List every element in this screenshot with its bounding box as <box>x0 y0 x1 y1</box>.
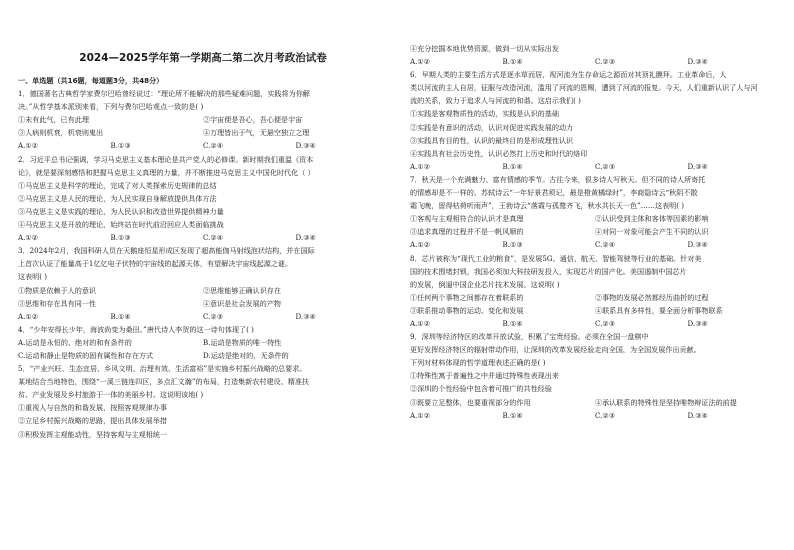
question-line: ④充分挖掘本地优势资源，做到一切从实际出发 <box>410 44 559 53</box>
option-item: ④意识是社会发展的产物 <box>203 298 282 308</box>
question-line: 8．芯片被称为“现代工业的粮食”，是发展5G、通信、航天、智能驾驶等行业的基础。针对美 <box>410 253 702 263</box>
question-line: ④马克思主义是开放的理论，始终站在时代前沿回应人类面临挑战 <box>18 220 224 230</box>
option-item: ②宇宙便是吾心，吾心便是宇宙 <box>203 115 303 125</box>
question-line: ②立足乡村振兴战略的思路，提出具体发展举措 <box>18 416 167 426</box>
option-item: B.①③ <box>110 233 131 243</box>
option-item: C.运动和静止是物质的固有属性和存在方式 <box>18 350 154 360</box>
question-line: 国的技术围堵封锁，我国必须加大科技研发投入，实现芯片的国产化。美国遏制中国芯片 <box>410 266 687 276</box>
left-column <box>18 74 388 441</box>
question-line: 类以河流的主人自居，征服与改造河流，滥用了河流的恩赐，遭到了河流的报复。今天，人们重新认识了人与河 <box>410 83 758 93</box>
option-item: A.①② <box>18 141 39 151</box>
option-item: A.①② <box>18 233 39 243</box>
question-line: 2．习近平总书记强调，学习马克思主义基本理论是共产党人的必修课。新时期我们重温《资本 <box>18 154 314 164</box>
question-line: 3．2024年2月，我国科研人员在天鹅座恒星形成区发现了超高能伽马射线泡状结构，并在国际 <box>18 246 315 256</box>
options-row <box>18 126 388 139</box>
option-item: A.①② <box>410 161 431 171</box>
exam-title: 2024—2025学年第一学期高二第二次月考政治试卷 <box>79 52 327 64</box>
options-row <box>18 231 388 244</box>
question-line: 某地结合当地特色，围绕“一溪三链连四区，多点汇文瀚”的布局，打造集新农村建设、精准扶 <box>18 377 310 387</box>
option-item: A.①② <box>410 410 431 420</box>
left-column-body <box>18 87 388 441</box>
question-line: 这表明( ) <box>18 272 48 282</box>
options-row <box>18 310 388 323</box>
option-item: C.②③ <box>595 57 616 67</box>
options-row <box>410 225 780 238</box>
option-item: A.①② <box>18 311 39 321</box>
option-item: B.①③ <box>110 141 131 151</box>
options-row <box>410 160 780 173</box>
option-item: ③追求真理的过程并不是一帆风顺的 <box>410 227 524 237</box>
option-item: ④对同一对象可能会产生不同的认识 <box>595 227 709 237</box>
question-line: ②深圳的个性经验中包含着可推广的共性经验 <box>410 384 552 394</box>
option-item: ①物质是依赖于人的意识 <box>18 285 97 295</box>
options-row <box>410 304 780 317</box>
option-item: ③既要立足整体，也要重视部分的作用 <box>410 397 531 407</box>
options-row <box>18 113 388 126</box>
option-item: ①客观与主观相符合的认识才是真理 <box>410 214 524 224</box>
option-item: ④万理皆出于气，无悬空独立之理 <box>203 128 310 138</box>
options-row <box>410 212 780 225</box>
question-line: ③马克思主义是实践的理论，为人民认识和改造世界提供精神力量 <box>18 206 224 216</box>
option-item: C.②④ <box>203 141 224 151</box>
section-heading: 一、单选题（共16题，每道题3分，共48分） <box>18 76 164 85</box>
option-item: ③联系推动事物的运动、变化和发展 <box>410 305 524 315</box>
question-line: ④实践具有社会历史性，认识必然打上历史和时代的烙印 <box>410 148 588 158</box>
question-line: 7．秋天是一个充满魅力、富有情感的季节。古往今来，很多诗人写秋天。但不同的诗人所寄托 <box>410 174 706 184</box>
option-item: D.③④ <box>295 311 316 321</box>
option-item: D.运动是绝对的，无条件的 <box>203 350 289 360</box>
option-item: C.②④ <box>595 240 616 250</box>
options-row <box>18 297 388 310</box>
options-row <box>18 139 388 152</box>
option-item: B.运动是物质的唯一特性 <box>203 337 282 347</box>
option-item: C.②④ <box>203 233 224 243</box>
question-line: 霜飞晚，留得枯荷听雨声”，王勃诗云“落霞与孤鹜齐飞，秋水共长天一色”……这表明( ) <box>410 201 685 211</box>
question-line: ②实践是有意识的活动，认识对促进实践发展的动力 <box>410 122 574 132</box>
option-item: C.②③ <box>595 410 616 420</box>
option-item: ④承认联系的特殊性是坚持唯物辩证法的前提 <box>595 397 737 407</box>
right-column-body <box>410 42 780 422</box>
question-line: 贫、产业发展及乡村旅游于一体的美丽乡村。这说明该地( ) <box>18 390 204 400</box>
option-item: A.①② <box>410 240 431 250</box>
option-item: D.③④ <box>687 240 708 250</box>
option-item: B.①④ <box>110 311 131 321</box>
question-line: 更好发挥经济特区的辐射带动作用，让深圳的改革发展经验走向全国，为全国发展作出贡献。 <box>410 345 701 355</box>
option-item: C.②③ <box>595 318 616 328</box>
right-column <box>410 42 780 422</box>
options-row <box>410 409 780 422</box>
question-line: ①实践是客观物质性的活动，实践是认识的基础 <box>410 109 559 119</box>
option-item: D.③④ <box>687 318 708 328</box>
question-line: 1．德国著名古典哲学家费尔巴哈曾经说过：“理论所不能解决的那些疑难问题，实践将为你解 <box>18 89 310 99</box>
option-item: C.②③ <box>595 161 616 171</box>
question-line: ①特殊性寓于普遍性之中并通过特殊性表现出来 <box>410 371 559 381</box>
question-line: ②马克思主义是人民的理论，为人民实现自身解放提供具体方法 <box>18 193 217 203</box>
question-line: 下列对材料体现的哲学道理表述正确的是( ) <box>410 358 546 368</box>
option-item: B.①③ <box>502 240 523 250</box>
question-line: ③积极发挥主观能动性，坚持客观与主观相统一 <box>18 429 167 439</box>
question-line: 上首次认证了能量高于1亿亿电子伏特的宇宙线的起源天体，有望解决宇宙线起源之谜。 <box>18 259 293 269</box>
options-row <box>410 317 780 330</box>
option-item: B.①④ <box>502 57 523 67</box>
options-row <box>18 349 388 362</box>
option-item: A.①② <box>410 57 431 67</box>
option-item: D.③④ <box>295 141 316 151</box>
option-item: ③思维和存在具有同一性 <box>18 298 97 308</box>
options-row <box>410 291 780 304</box>
option-item: C.②③ <box>203 311 224 321</box>
question-line: 6．早期人类的主要生活方式是逐水草而居，视河流为生存命运之源而对其顶礼膜拜。工业革命后，人 <box>410 70 727 80</box>
question-line: 流的关系，致力于追求人与河流的和谐。这启示我们( ) <box>410 96 581 106</box>
option-item: ①未有此气，已有此理 <box>18 115 89 125</box>
question-line: 论》，就是要深刻感悟和把握马克思主义真理的力量，并不断推进马克思主义中国化时代化（ ） <box>18 167 315 177</box>
question-line: ①重视人与自然的和谐发展，按照客观规律办事 <box>18 403 167 413</box>
options-row <box>18 336 388 349</box>
options-row <box>410 238 780 251</box>
question-line: 4．“少年安得长少年，海波尚变为桑田。”唐代诗人李贺的这一诗句体现了( ) <box>18 324 254 334</box>
option-item: B.①④ <box>502 410 523 420</box>
option-item: B.①④ <box>502 161 523 171</box>
question-line: 5．“产业兴旺、生态宜居、乡风文明、治理有效、生活富裕”是实施乡村振兴战略的总要求。 <box>18 364 307 374</box>
option-item: A.①② <box>410 318 431 328</box>
option-item: B.①④ <box>502 318 523 328</box>
option-item: ②事物的发展必然都经历曲折的过程 <box>595 292 709 302</box>
question-line: 的情感却是不一样的。苏轼诗云“一年好景君须记，最是橙黄橘绿时”，李商隐诗云“秋阴不散 <box>410 188 698 198</box>
option-item: ①任何两个事物之间都存在着联系的 <box>410 292 524 302</box>
option-item: D.③④ <box>687 161 708 171</box>
option-item: ③人病则机衰，机衰则鬼出 <box>18 128 104 138</box>
option-item: ②认识受到主体和客体等因素的影响 <box>595 214 709 224</box>
question-line: ①马克思主义是科学的理论，完成了对人类探索历史规律的总结 <box>18 180 217 190</box>
option-item: D.③④ <box>687 57 708 67</box>
options-row <box>18 284 388 297</box>
option-item: D.③④ <box>687 410 708 420</box>
option-item: D.③④ <box>295 233 316 243</box>
options-row <box>410 55 780 68</box>
question-line: 决。”从哲学基本派别来看，下列与费尔巴哈观点一致的是( ) <box>18 102 204 112</box>
question-line: 的发展，倒逼中国企业芯片技术发展。这说明( ) <box>410 279 560 289</box>
question-line: 9．深圳等经济特区的改革开放试验，积累了宝贵经验。必须在全国一盘棋中 <box>410 332 649 342</box>
option-item: A.运动是永恒的、绝对的和有条件的 <box>18 337 132 347</box>
option-item: ④联系具有多样性，要全面分析事物联系 <box>595 305 723 315</box>
option-item: ②思维能够正确认识存在 <box>203 285 282 295</box>
options-row <box>410 396 780 409</box>
question-line: ③实践具有目的性，认识的最终目的是形成理性认识 <box>410 135 574 145</box>
